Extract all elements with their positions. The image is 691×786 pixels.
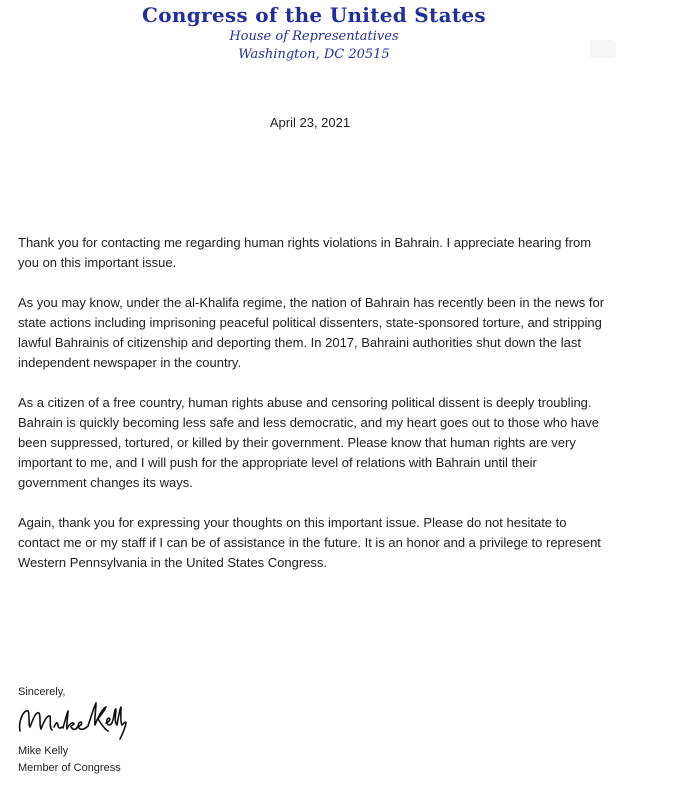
body-paragraph-3: As a citizen of a free country, human rights abuse and censoring political dissent is deeply troubling. Bahrain is quickly becoming less safe and less democratic, and my heart goes out to those who have been suppressed, tortured, or killed by their government. Please know that human rights are very important to me, and I will push for the appropriate level of relations with Bahrain until their government changes its ways.	[18, 395, 599, 490]
body-paragraph-2: As you may know, under the al-Khalifa regime, the nation of Bahrain has recently been in the news for state actions including imprisoning peaceful political dissenters, state-sponsored torture, and stripping lawful Bahrainis of citizenship and deporting them. In 2017, Bahraini authorities shut down the last independent newspaper in the country.	[18, 295, 605, 370]
letterhead-chamber: House of Representatives	[229, 29, 399, 44]
body-paragraph-1: Thank you for contacting me regarding human rights violations in Bahrain. I appreciate hearing from you on this important issue.	[18, 235, 592, 270]
signer-block	[18, 743, 121, 777]
signature-image	[16, 697, 128, 741]
faint-corner-mark	[590, 40, 616, 58]
signer-title: Member of Congress	[18, 762, 121, 774]
letterhead-title: Congress of the United States	[142, 3, 486, 27]
signer-name: Mike Kelly	[18, 745, 69, 757]
letter-body	[18, 233, 608, 593]
letter-closing: Sincerely,	[18, 686, 66, 698]
letterhead-address: Washington, DC 20515	[238, 47, 390, 62]
letter-date: April 23, 2021	[269, 115, 351, 130]
body-paragraph-4: Again, thank you for expressing your thoughts on this important issue. Please do not hesitate to contact me or my staff if I can be of assistance in the future. It is an honor and a privilege to represent Western Pennsylvania in the United States Congress.	[18, 515, 601, 570]
